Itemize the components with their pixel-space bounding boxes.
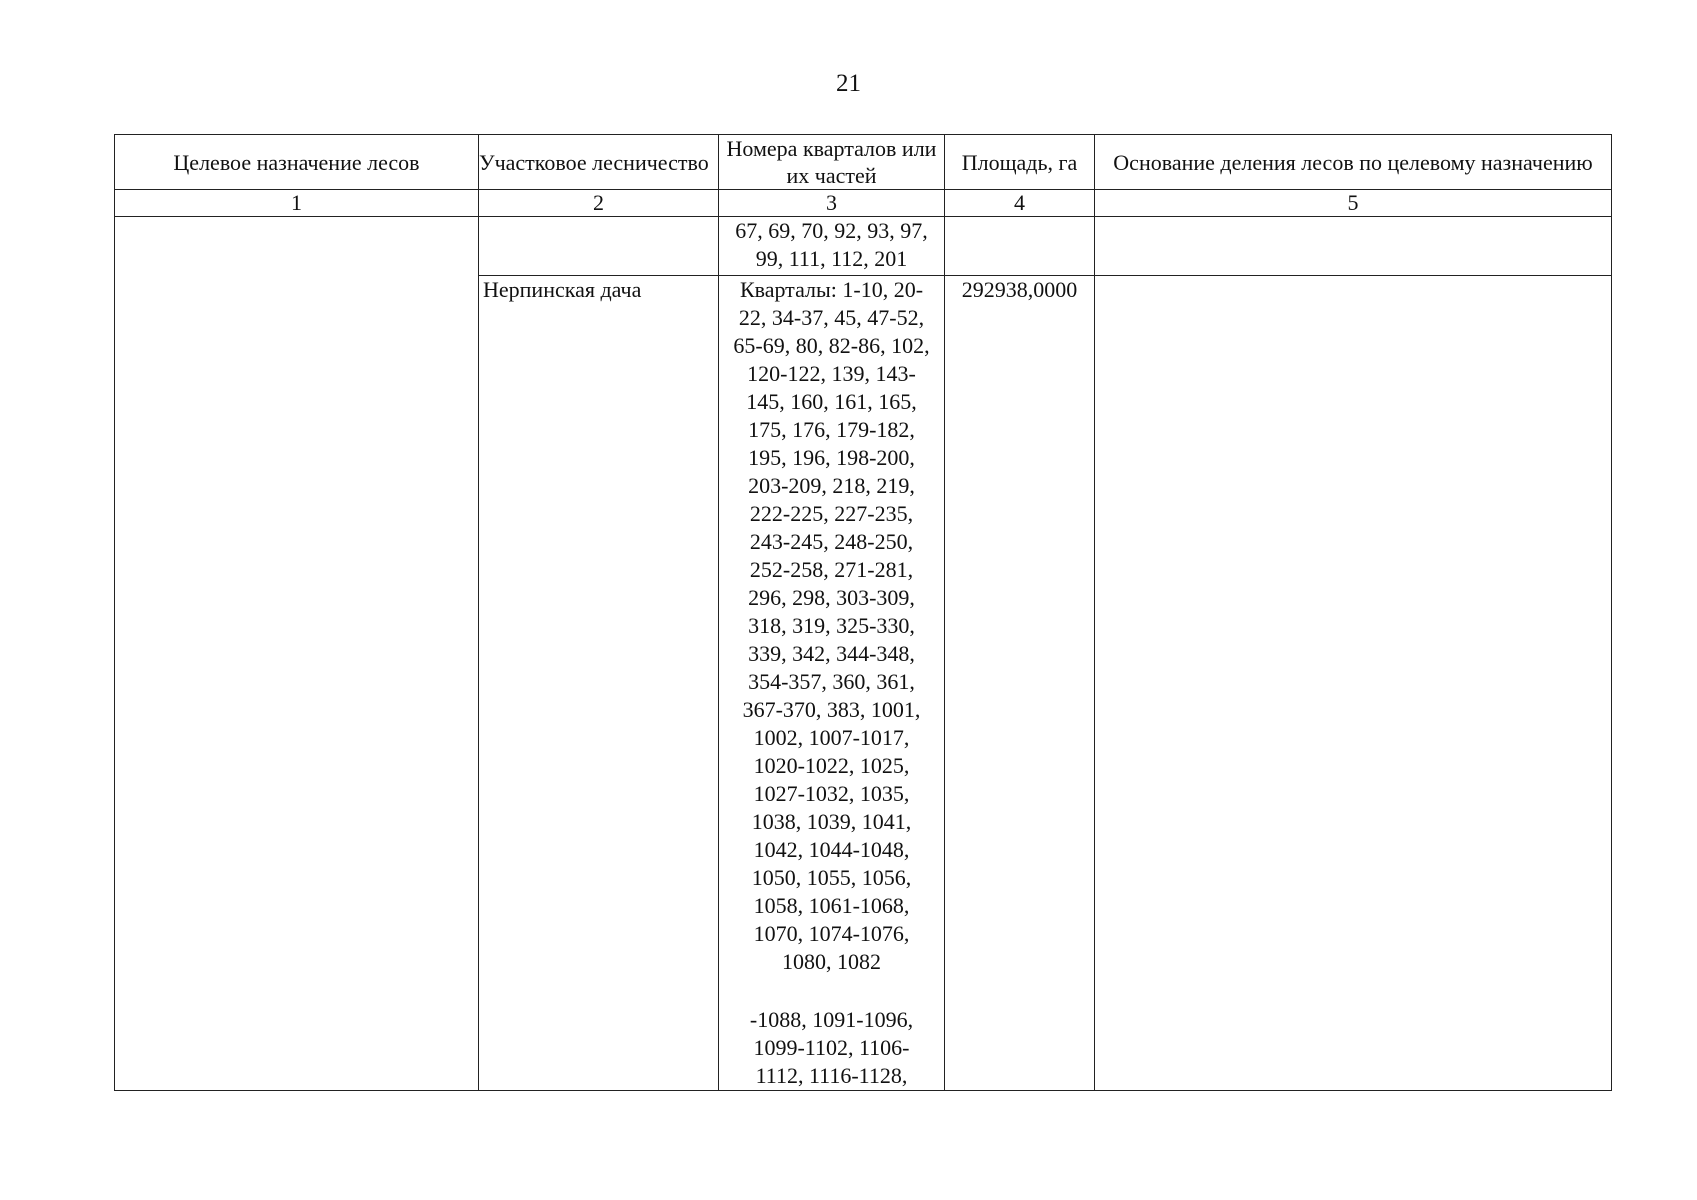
quarters-cell	[719, 276, 945, 1091]
quarters-line: 175, 176, 179-182,	[748, 417, 915, 442]
column-number-2: 2	[479, 190, 719, 217]
basis-cell	[1095, 217, 1612, 276]
quarters-line: 1042, 1044-1048,	[753, 837, 910, 862]
area-cell	[945, 217, 1095, 276]
quarters-line: 354-357, 360, 361,	[748, 669, 915, 694]
quarters-line: 195, 196, 198-200,	[748, 445, 915, 470]
basis-cell	[1095, 276, 1612, 1091]
quarters-line: 22, 34-37, 45, 47-52,	[738, 305, 925, 330]
quarters-line: 145, 160, 161, 165,	[746, 389, 917, 414]
forest-purpose-table	[114, 134, 1612, 1091]
quarters-line: -1088, 1091-1096,	[749, 1007, 914, 1032]
table-header-row	[115, 135, 1612, 190]
column-number-5: 5	[1095, 190, 1612, 217]
quarters-gap	[723, 976, 940, 1006]
purpose-cell	[115, 217, 479, 1091]
forestry-cell: Нерпинская дача	[479, 276, 719, 1091]
quarters-line: 1038, 1039, 1041,	[751, 809, 912, 834]
page-number: 21	[836, 70, 861, 97]
quarters-line: 1112, 1116-1128,	[755, 1063, 908, 1088]
quarters-line: 1080, 1082	[782, 949, 881, 974]
quarters-line: 367-370, 383, 1001,	[742, 697, 921, 722]
area-cell: 292938,0000	[945, 276, 1095, 1091]
header-quarters: Номера кварталов или их частей	[719, 135, 945, 190]
quarters-line: 65-69, 80, 82-86, 102,	[733, 333, 930, 358]
quarters-line: 67, 69, 70, 92, 93, 97,	[735, 218, 928, 243]
header-forestry: Участковое лесничество	[479, 135, 719, 190]
quarters-line: 252-258, 271-281,	[749, 557, 914, 582]
quarters-line: 222-225, 227-235,	[749, 501, 914, 526]
quarters-line: 120-122, 139, 143-	[747, 361, 916, 386]
quarters-line: 1099-1102, 1106-	[753, 1035, 910, 1060]
quarters-line: 296, 298, 303-309,	[748, 585, 915, 610]
header-purpose: Целевое назначение лесов	[115, 135, 479, 190]
quarters-line: 203-209, 218, 219,	[748, 473, 915, 498]
column-number-1: 1	[115, 190, 479, 217]
table-row	[115, 217, 1612, 276]
quarters-cell	[719, 217, 945, 276]
column-number-4: 4	[945, 190, 1095, 217]
quarters-line: 339, 342, 344-348,	[748, 641, 915, 666]
quarters-line: 1002, 1007-1017,	[753, 725, 910, 750]
header-area: Площадь, га	[945, 135, 1095, 190]
quarters-line: 1070, 1074-1076,	[753, 921, 910, 946]
quarters-line: 318, 319, 325-330,	[748, 613, 915, 638]
quarters-line: 1020-1022, 1025,	[753, 753, 910, 778]
quarters-line: 99, 111, 112, 201	[755, 246, 908, 271]
column-number-3: 3	[719, 190, 945, 217]
quarters-line: 1058, 1061-1068,	[753, 893, 910, 918]
quarters-line: 1027-1032, 1035,	[753, 781, 910, 806]
quarters-line: Кварталы: 1-10, 20-	[739, 277, 924, 302]
header-basis: Основание деления лесов по целевому назначению	[1095, 135, 1612, 190]
quarters-line: 243-245, 248-250,	[749, 529, 914, 554]
forestry-cell	[479, 217, 719, 276]
quarters-line: 1050, 1055, 1056,	[751, 865, 912, 890]
column-number-row	[115, 190, 1612, 217]
